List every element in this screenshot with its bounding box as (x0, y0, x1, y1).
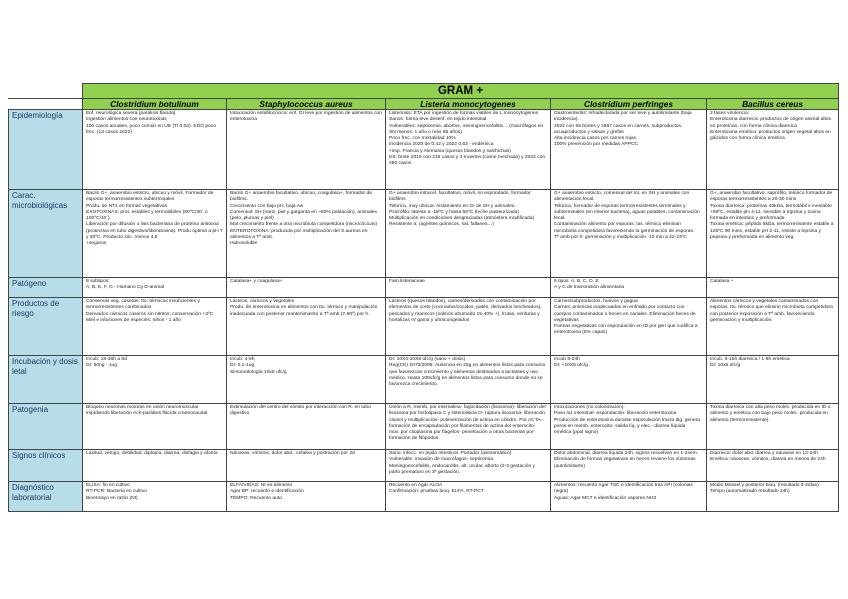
cell-line: Medio Mossel y posterior bioq. (resultado 3-4días) (710, 483, 819, 488)
cell-line: Telúrica, muy ubicua. Aislamiento en GI de SH y animales. (389, 203, 516, 209)
row-header: Productos de riesgo (9, 298, 83, 356)
cell-line: Unión a R. memb. por internalina- fagocitación (lisosoma)- liberación del lisosoma por fosfolipasa C y listeriolisina O- ruptura lisosoma- liberación citosol y multiplicación- polimerización de actina en cilindro. Por ACTA- formación de encapsulación por filamentos de actina del enterocito- mov. por citoplasma por flagelos- penetración a otras bacterias por formación de filópodos. (389, 405, 546, 442)
cell-line: Poco frec. con mortalidad 10% (389, 136, 456, 142)
cell-line: Carnes/subproductos, huevos y gagua (554, 299, 638, 304)
table-cell (83, 450, 227, 482)
cell-line: Vulnerables: septicemia, abortos, meningoencefalitis… (macrófagos en SN menos: 1 año o más 65 años) (389, 123, 544, 135)
cell-line: Sanos: forma leve desenf. en tejido intestinal (389, 117, 487, 123)
table-cell (551, 278, 707, 298)
title-row (9, 84, 839, 99)
cell-line: Meningoencefalitis, endocarditis, alt. ocular, aborto (2-3 gestación y parto prematuro en 3ª gestación. (389, 463, 535, 475)
table-cell (551, 356, 707, 404)
cell-line: Enterotoxina emética: productos origen vegetal altos en glúcidos con forma clínica emética (710, 129, 831, 142)
column-header-row (9, 99, 839, 110)
column-header-clostridium-botulinum: Clostridium botulinum (83, 99, 227, 110)
table-cell (83, 190, 227, 278)
table-cell (707, 190, 839, 278)
cell-line: Tempo (automatizado resultado 24h) (710, 489, 790, 495)
cell-line: Eliminación de formas vegetativas en heces reviene los síntomas (autolimitante) (554, 457, 696, 469)
cell-line: ES: brote 2019 con 215 casos y 3 muertes (carne mechada) y 2022 con 460 casos (389, 155, 546, 167)
table-cell (551, 404, 707, 450)
cell-line: DI: 0,1-1ug (230, 363, 255, 369)
cell-line: RT-PCR: Bacteria en cultivo (86, 489, 147, 495)
table-row (9, 110, 839, 190)
cell-line: Alimentos: recuento Agar TSC e identificación tras API (colonias negra) (554, 483, 693, 495)
cell-line: Lácteos, cárnicos y vegetales (230, 299, 295, 304)
cell-line: Conservas veg. caseras: tto. térmicos insuficientes y termorresistentes combinados (86, 299, 200, 311)
cell-line: Toxina diarreica: proteínas 40kDa, termolábil e inestable +56ºC, estable pH 4-11, sensible a tripsina y toxina formada en intestino y preformada (710, 203, 832, 222)
cell-line: Intoxicación estafilocócica: enf. GI leve por ingestión de alimentos con enterotoxina (230, 111, 382, 123)
table-cell (707, 298, 839, 356)
cell-line: A y C de transmisión alimentaria (554, 285, 625, 291)
table-cell (227, 110, 386, 190)
gram-positive-table (8, 83, 839, 512)
cell-line: Enf. neurológica severa (parálisis flácida) (86, 111, 176, 116)
table-row (9, 450, 839, 482)
cell-line: Contaminación alimento por esporas: las. térmico eliminan microbiota competidora favoreciendo la germinación de esporas. (554, 222, 695, 234)
table-title: GRAM + (83, 84, 839, 99)
cell-line: Producción de enterotoxina durante esporulación tracto dig. genera poros en memb. enterocito- salida líq. y elec.- diarrea líquida emética (ppal signo) (554, 417, 701, 436)
cell-line: Formas vegetativas con esporulación en ID por gen que codifica a enterotoxina (5% capas) (554, 324, 698, 336)
table-cell (707, 110, 839, 190)
cell-line: Incub: 18-36h a 8d (86, 357, 127, 362)
cell-line: 5 tipos: A, B, C, D, E (554, 279, 599, 284)
table-row (9, 404, 839, 450)
row-header: Epidemiología (9, 110, 83, 190)
table-cell (83, 482, 227, 512)
table-cell (227, 190, 386, 278)
cell-line: Produ. de enterotoxina en alimentos con tto. térmico y manipulación inadecuada con posterior mantenimiento a Tª amb (7-60º) por h. (230, 305, 378, 317)
cell-line: Incub. 6-15h diarreica / 1-6h emética (710, 357, 790, 362)
cell-line: Incub: 4-6h (230, 357, 255, 362)
table-cell (386, 298, 551, 356)
cell-line: Bacilo G+ anaerobio facultativo, ubicuo, coagulasa+, formador de biofilms. (230, 191, 372, 203)
cell-line: Crecimiento con bajo pH, baja Aw (230, 203, 304, 209)
cell-line: Resistente a: (agentes químicos, sal, fallanes…) (389, 222, 494, 228)
cell-line: ENTEROTOXINA: producida por multiplicación del S.aureus en alimentos a Tª amb. (230, 228, 368, 241)
cell-line: 100 casos anuales, poco común en UE (Tl 0,02). EDO poco frec. (13 casos 2022) (86, 123, 216, 135)
title-row-spacer (9, 84, 83, 99)
cell-line: +imp. Francia y Alemania (quesos blandos y salchichas) (389, 148, 511, 154)
table-cell (386, 110, 551, 190)
cell-line: Toxina diarreica con alta peso molec. producida en ID o alimento y emética con bajo peso molec. producida en alimento (termorresistente). (710, 405, 831, 423)
table-cell (83, 404, 227, 450)
cell-line: A, B, E, F, G - Humano Cy D-animal (86, 285, 164, 291)
table-cell (551, 298, 707, 356)
cell-line: Listeriosis: ETA por ingestión de formas viables de L.monocytogenes (389, 111, 539, 116)
table-cell (83, 278, 227, 298)
column-header-bacillus-cereus: Bacillus cereus (707, 99, 839, 110)
cell-line: Carnes: prácticas inadecuadas en enfriado por contacto con cuerpos contaminados o heces en canales. Eliminación heces de vegetativas (554, 305, 696, 323)
cell-line: Produ. de NT1 en formas vegetativas (86, 203, 168, 209)
cell-line: 2022 con 55 brotes y 2887 casos en carnes, subproductos, acuaproductos y salsas y grefas (554, 123, 683, 135)
table-cell (83, 298, 227, 356)
table-cell (707, 482, 839, 512)
cell-line: G+ anaerobio estricto, comensal del int. en SH y animales con alimentación fecal. (554, 191, 690, 203)
cell-line: Reg(CE) 2073/2005: Ausencia en 25g en alimentos listos para consumo que favorezcan crecimiento y alimentos destinados a lactantes y uso médico. Hasta 100ufc/g en alimentos listos para consumo donde no se favorezca crecimiento. (389, 363, 546, 388)
table-cell (551, 190, 707, 278)
gram-positive-table-wrapper (8, 83, 838, 512)
cell-line: Fam.listeriaceae (389, 279, 425, 284)
table-cell (551, 482, 707, 512)
cell-line: Derivados cárnicos caseros sin nitritos: conservación +3ºC (86, 311, 214, 317)
cell-line: TEMPO: Recuento auto (230, 495, 282, 501)
table-cell (227, 404, 386, 450)
cell-line: Miel e infusiones de especies: niños - 1 año (86, 317, 181, 323)
cell-line: Toxina emética: péptido 5kDa, termorresistente estable a 126ºC 90 mins, estable pH 2-11, resiste a tripsina y pepsina y preformada en alimento veg. (710, 222, 834, 241)
cell-line: DI: 50ng - 1ug (86, 363, 117, 369)
table-cell (551, 450, 707, 482)
cell-line: Aguas: Agar MCT e identificación vapores NH3 (554, 495, 657, 501)
table-cell (386, 404, 551, 450)
table-cell (386, 450, 551, 482)
table-cell (227, 298, 386, 356)
table-row (9, 278, 839, 298)
cell-line: 100% prevención por medidas APPCC (554, 142, 639, 148)
cell-line: Catalasa+ y coagulasa+ (230, 279, 283, 284)
cell-line: Paso luz intestinal- esporulación- liberación enterotoxina (554, 411, 677, 417)
cell-line: Dolor abdominal, diarrea líquida 24h, signos resuelven en 1-2sem. (554, 451, 699, 456)
cell-line: Liberación por difusión o lisis bacteriana de proteína antitoxia (protectiva en tubo digestivo/liberatoxina). Produ óptima a pH 7 y 30ºC. Producto sóc. menos 4,5 (86, 222, 223, 241)
table-cell (386, 482, 551, 512)
cell-line: Hidrosoluble (230, 241, 258, 247)
cell-line: 8 subtipos: (86, 279, 110, 284)
header-row-spacer (9, 99, 83, 110)
table-row (9, 356, 839, 404)
table-cell (707, 356, 839, 404)
table-body (9, 110, 839, 512)
cell-line: ELFA/VIDAS: Nt en alimento (230, 483, 293, 488)
table-cell (386, 356, 551, 404)
cell-line: Intoxicaciones (no colonización). (554, 405, 625, 410)
cell-line: Bloqueo neuronas motoras en unión neuromuscular impidiendo liberación Ach-parálisis flácida craneocaudal (86, 405, 208, 417)
cell-line: Vulnerable: invasión de macrófagos- septicemia. (389, 457, 495, 463)
cell-line: DI: +10X5 ufc/g (554, 363, 588, 369)
table-cell (227, 450, 386, 482)
column-header-clostridium-perfringes: Clostridium perfringes (551, 99, 707, 110)
row-header: Incubación y dosis letal (9, 356, 83, 404)
row-header: Signos clínicos (9, 450, 83, 482)
cell-line: EXOTOXINAS: prot. estables y termolábiles (80ºC/30´ o 100ºC/10´). (86, 209, 208, 222)
cell-line: Laxitud, vértigo, debilidad, diplopía, diarrea, disfagia y afonía (86, 451, 218, 456)
cell-line: Sano: infecc. en tejido intestinal. Portador (asintomático) (389, 451, 512, 456)
table-cell (227, 356, 386, 404)
cell-line: Tª amb por h: germinación y multiplicación -10 min a 22-23ºC (554, 235, 687, 241)
cell-line: +seguros (86, 241, 107, 247)
cell-line: Confirmación: pruebas bioq. ELFA, RT-PCT (389, 489, 484, 495)
column-header-staphylococcus-aureus: Staphylococcus aureus (227, 99, 386, 110)
row-header: Diagnóstico laboratorial (9, 482, 83, 512)
table-cell (227, 482, 386, 512)
cell-line: Comensal: SH (nariz, piel y garganta en ~50% población), animales (pelo, plumas y piel) (230, 209, 377, 222)
row-header: Carac. microbiológicas (9, 190, 83, 278)
table-cell (227, 278, 386, 298)
cell-line: Incidencia 2020 de 0,42 y 2022 0,62 - endémica (389, 142, 494, 148)
cell-line: Alimentos cárnicos y vegetales contaminados con esporas. tto. térmico que elimine microbiota competidora con posterior exposición a Tª amb. favoreciendo germinación y multiplicación. (710, 299, 833, 323)
cell-line: Diarreica: dolor abd, diarrea y náuseas en 12-24h (710, 451, 818, 456)
cell-line: G+, anaerobio facultativo, saprófito, telúrico formador de esporas termorresistentes a 20-30 mins (710, 191, 833, 203)
row-header: Patógeno (9, 278, 83, 298)
cell-line: G+ anaerobio intracel. facultativo, móvil, no esporulado, formador biofilms (389, 191, 531, 203)
table-row (9, 482, 839, 512)
cell-line: Emética: náuseas, vómitos, diarrea en menos de 24h (710, 457, 826, 463)
cell-line: Multiplicación en condiciones desgraciadas (atmósfera modificada) (389, 216, 535, 222)
cell-line: Gastroenteritis: infradeclarada por ser leve y autolimitante (baja incidencia). (554, 111, 692, 123)
cell-line: Telúrica, formador de esporas termorresistentes terminales y subterminales (en interior bacteria), aguas potables: contaminación fecal. (554, 203, 700, 222)
cell-line: DI: 10X4-10X8 ufc/g (sano + dosis) (389, 357, 466, 362)
cell-line: Agar BP: recuento e identificación (230, 489, 304, 495)
cell-line: Alta incidencia casos por carnes rojas (554, 136, 637, 142)
cell-line: Psicrófilo: latente a -18ºC y hasta 65ºC (leche pasteurizada) (389, 209, 519, 215)
cell-line: Mal crecimiento frente a otra microbiota competidora (microcócicas) (230, 222, 378, 228)
table-cell (83, 110, 227, 190)
cell-line: 2 fases virulencia: (710, 111, 750, 116)
table-cell (386, 190, 551, 278)
cell-line: Sintomatología 10x5 ufc/g (230, 369, 287, 375)
cell-line: Enterotoxina diarreica: productos de origen animal altos en proteínas, con forma clínica diarreica (710, 117, 831, 129)
cell-line: Bacilo G+, anaerobio estricto, ubicuo y móvil. Formador de esporas termorresistentes subterminales (86, 191, 214, 203)
cell-line: Bioensayo en ratón (Nt) (86, 495, 138, 501)
cell-line: ELISA: fin en cultivo (86, 483, 130, 488)
table-row (9, 190, 839, 278)
cell-line: DI: 10x5 ufc/g (710, 363, 741, 369)
table-cell (707, 404, 839, 450)
cell-line: Catalasa + (710, 279, 734, 284)
cell-line: Ingestión alimentos con neurotoxinas (86, 117, 167, 123)
table-cell (707, 450, 839, 482)
cell-line: Incub 8-24h (554, 357, 580, 362)
cell-line: Estimulación del centro del vómito por interacción con R. en tubo digestivo (230, 405, 371, 417)
cell-line: Náuseas, vómitos, dolor abd., cefalea y postración por 2d (230, 451, 355, 456)
table-cell (83, 356, 227, 404)
table-cell (551, 110, 707, 190)
table-cell (386, 278, 551, 298)
cell-line: Lácteos (quesos blandos), carnes/derivados con contaminación por elementos de corte (cocinados/cocidos, patés, derivados loncheados), pescados y mariscos (salmón ahumado 15-40% +), frutas, verduras y hortalizas IV gama y ultracongelados (389, 299, 542, 323)
cell-line: Recuento en Agar ALOA (389, 483, 443, 488)
row-header: Patogenia (9, 404, 83, 450)
column-header-listeria-monocytogenes: Listeria monocytogenes (386, 99, 551, 110)
table-row (9, 298, 839, 356)
table-cell (707, 278, 839, 298)
